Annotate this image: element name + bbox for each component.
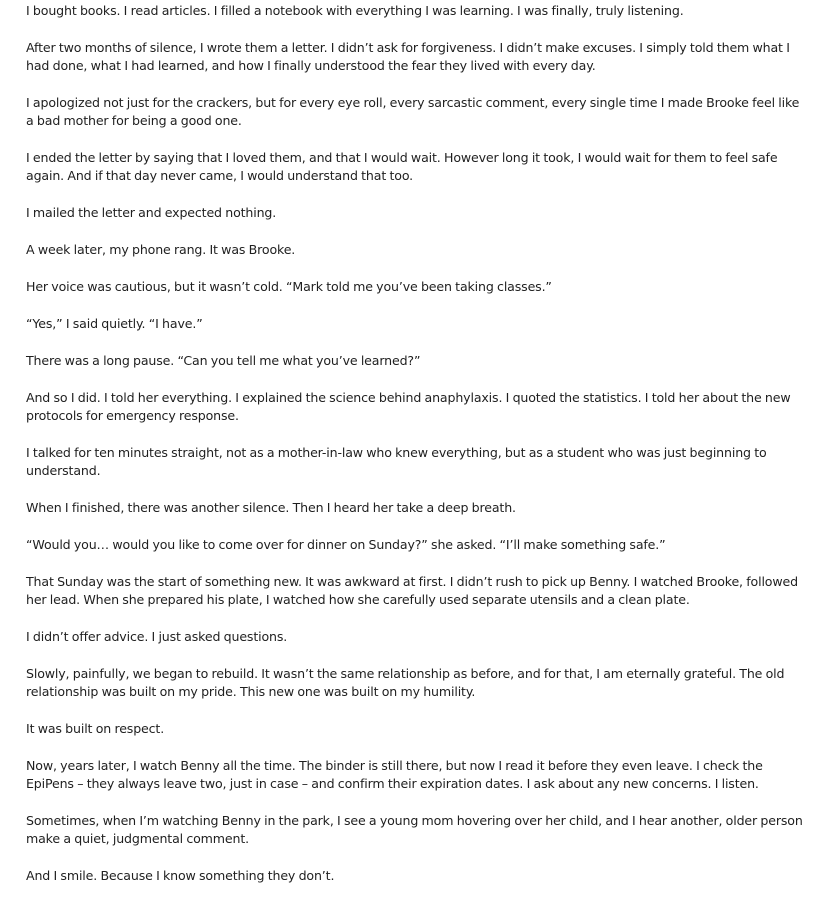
paragraph: “Would you… would you like to come over for dinner on Sunday?” she asked. “I’ll make something safe.” [26, 537, 666, 552]
paragraph: Now, years later, I watch Benny all the time. The binder is still there, but now I read it before they even leave. I check the EpiPens – they always leave two, just in case – and confirm their expiration dates. I ask about any new concerns. I listen. [26, 758, 763, 791]
article-body [26, 0, 806, 904]
paragraph: Slowly, painfully, we began to rebuild. It wasn’t the same relationship as before, and for that, I am eternally grateful. The old relationship was built on my pride. This new one was built on my humility. [26, 666, 785, 699]
paragraph: “Yes,” I said quietly. “I have.” [26, 316, 203, 331]
paragraph: I mailed the letter and expected nothing. [26, 205, 277, 220]
paragraph: I talked for ten minutes straight, not as a mother-in-law who knew everything, but as a student who was just beginning to understand. [26, 445, 767, 478]
paragraph: A week later, my phone rang. It was Brooke. [26, 242, 296, 257]
paragraph: And I smile. Because I know something they don’t. [26, 868, 335, 883]
paragraph: When I finished, there was another silence. Then I heard her take a deep breath. [26, 500, 516, 515]
paragraph: I ended the letter by saying that I loved them, and that I would wait. However long it took, I would wait for them to feel safe again. And if that day never came, I would understand that too. [26, 150, 778, 183]
paragraph: After two months of silence, I wrote them a letter. I didn’t ask for forgiveness. I didn’t make excuses. I simply told them what I had done, what I had learned, and how I finally understood the fear they lived with every day. [26, 40, 790, 73]
paragraph: And so I did. I told her everything. I explained the science behind anaphylaxis. I quoted the statistics. I told her about the new protocols for emergency response. [26, 390, 791, 423]
paragraph: Her voice was cautious, but it wasn’t cold. “Mark told me you’ve been taking classes.” [26, 279, 552, 294]
paragraph: There was a long pause. “Can you tell me what you’ve learned?” [26, 353, 421, 368]
paragraph: I apologized not just for the crackers, but for every eye roll, every sarcastic comment, every single time I made Brooke feel like a bad mother for being a good one. [26, 95, 800, 128]
paragraph: I bought books. I read articles. I filled a notebook with everything I was learning. I was finally, truly listening. [26, 3, 684, 18]
paragraph: That Sunday was the start of something new. It was awkward at first. I didn’t rush to pick up Benny. I watched Brooke, followed her lead. When she prepared his plate, I watched how she carefully used separate utensils and a clean plate. [26, 574, 798, 607]
paragraph: It was built on respect. [26, 721, 165, 736]
paragraph: I didn’t offer advice. I just asked questions. [26, 629, 288, 644]
paragraph: Sometimes, when I’m watching Benny in the park, I see a young mom hovering over her child, and I hear another, older person make a quiet, judgmental comment. [26, 813, 803, 846]
